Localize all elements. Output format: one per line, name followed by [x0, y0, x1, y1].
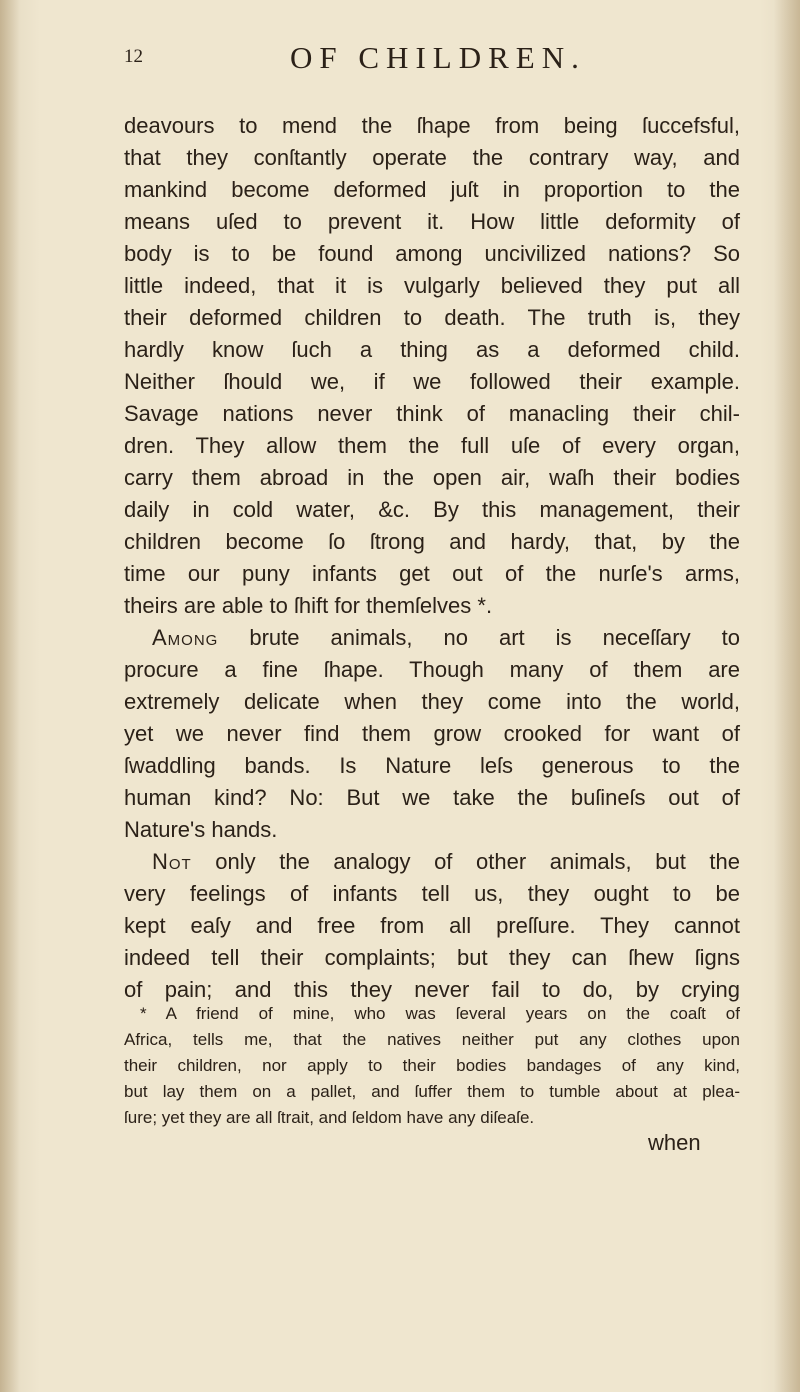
- text-line: indeed tell their complaints; but they can ſhew ſigns: [124, 945, 740, 970]
- footnote-line: Africa, tells me, that the natives neither put any clothes upon: [124, 1030, 740, 1049]
- footnote-line: * A friend of mine, who was ſeveral years on the coaſt of: [140, 1004, 740, 1023]
- footnote-line: ſure; yet they are all ſtrait, and ſeldom have any diſeaſe.: [124, 1108, 535, 1127]
- paragraph-start-line: [124, 622, 740, 654]
- text-span: only the analogy of other animals, but the: [191, 849, 740, 874]
- text-line: kept eaſy and free from all preſſure. They cannot: [124, 913, 740, 938]
- text-line: of pain; and this they never fail to do, by crying: [124, 977, 740, 1002]
- text-line: Neither ſhould we, if we followed their example.: [124, 369, 740, 394]
- text-line: that they conſtantly operate the contrary way, and: [124, 145, 740, 170]
- text-line: little indeed, that it is vulgarly believed they put all: [124, 273, 740, 298]
- text-line: human kind? No: But we take the buſineſs out of: [124, 785, 740, 810]
- page-number: 12: [124, 46, 143, 67]
- text-line: Nature's hands.: [124, 817, 278, 842]
- text-span: brute animals, no art is neceſſary to: [218, 625, 740, 650]
- text-line: deavours to mend the ſhape from being ſuccefsful,: [124, 113, 740, 138]
- body-text: [124, 110, 740, 1006]
- page-edge-shadow-left: [0, 0, 20, 1392]
- text-line: Savage nations never think of manacling their chil-: [124, 401, 740, 426]
- text-line: carry them abroad in the open air, waſh their bodies: [124, 465, 740, 490]
- footnote-line: their children, nor apply to their bodies bandages of any kind,: [124, 1056, 740, 1075]
- text-line: dren. They allow them the full uſe of every organ,: [124, 433, 740, 458]
- catchword: when: [648, 1130, 701, 1155]
- text-line: their deformed children to death. The truth is, they: [124, 305, 740, 330]
- text-line: theirs are able to ſhift for themſelves *.: [124, 593, 493, 618]
- text-line: daily in cold water, &c. By this management, their: [124, 497, 740, 522]
- text-line: extremely delicate when they come into the world,: [124, 689, 740, 714]
- footnote: [124, 1001, 740, 1131]
- running-head: OF CHILDREN.: [290, 40, 586, 75]
- page-header: [0, 40, 800, 80]
- page-edge-shadow-right: [774, 0, 800, 1392]
- text-line: body is to be found among uncivilized nations? So: [124, 241, 740, 266]
- text-line: hardly know ſuch a thing as a deformed child.: [124, 337, 740, 362]
- text-line: mankind become deformed juſt in proportion to the: [124, 177, 740, 202]
- paragraph-lead-word: Not: [152, 849, 192, 874]
- text-line: yet we never find them grow crooked for want of: [124, 721, 740, 746]
- paragraph-start-line: [124, 846, 740, 878]
- text-line: very feelings of infants tell us, they ought to be: [124, 881, 740, 906]
- paragraph-lead-word: Among: [152, 625, 219, 650]
- text-line: means uſed to prevent it. How little deformity of: [124, 209, 740, 234]
- footnote-line: but lay them on a pallet, and ſuffer them to tumble about at plea-: [124, 1082, 740, 1101]
- text-line: ſwaddling bands. Is Nature leſs generous to the: [124, 753, 740, 778]
- text-line: children become ſo ſtrong and hardy, that, by the: [124, 529, 740, 554]
- text-line: time our puny infants get out of the nurſe's arms,: [124, 561, 740, 586]
- text-line: procure a fine ſhape. Though many of them are: [124, 657, 740, 682]
